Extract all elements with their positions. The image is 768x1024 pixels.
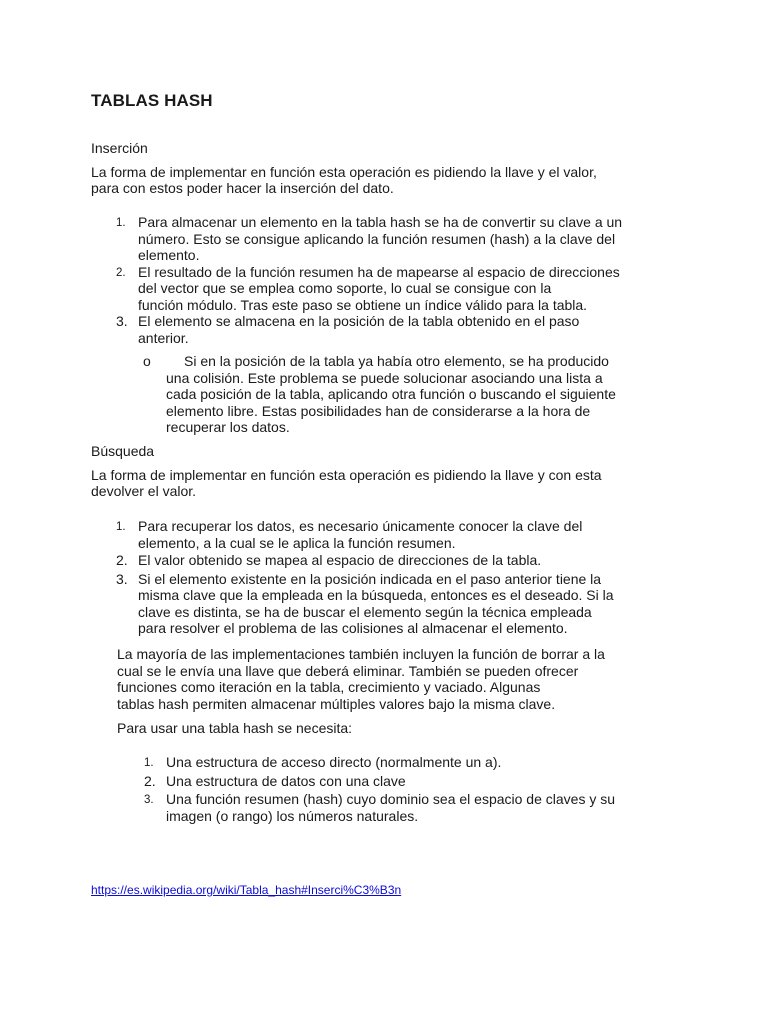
list-line: El elemento se almacena en la posición de la tabla obtenido en el paso	[138, 313, 580, 329]
list-line: Una estructura de acceso directo (normalmente un a).	[166, 754, 502, 770]
list-line: Para recuperar los datos, es necesario únicamente conocer la clave del	[138, 518, 583, 534]
list-line: elemento.	[138, 247, 200, 263]
paragraph-line: para con estos poder hacer la inserción del dato.	[91, 180, 394, 196]
list-item	[144, 772, 615, 790]
list-item	[144, 791, 616, 824]
sub-line: una colisión. Este problema se puede solucionar asociando una lista a	[166, 369, 603, 386]
section-heading-insercion: Inserción	[91, 140, 148, 156]
list-item	[144, 754, 615, 771]
paragraph-line: La mayoría de las implementaciones también incluyen la función de borrar a la	[117, 646, 605, 662]
paragraph-line: funciones como iteración en la tabla, crecimiento y vaciado. Algunas	[117, 679, 541, 696]
list-line: para resolver el problema de las colisiones al almacenar el elemento.	[138, 620, 568, 636]
sub-bullet-icon: o	[143, 353, 151, 369]
paragraph-line: La forma de implementar en función esta operación es pidiendo la llave y con esta	[91, 467, 602, 483]
list-line: Una función resumen (hash) cuyo dominio sea el espacio de claves y su	[166, 791, 616, 807]
list-line: anterior.	[138, 329, 189, 346]
sub-line: Si en la posición de la tabla ya había otro elemento, se ha producido	[184, 353, 609, 369]
sub-line: recuperar los datos.	[166, 419, 290, 435]
list-line: El resultado de la función resumen ha de mapearse al espacio de direcciones	[138, 263, 620, 280]
list-number: 1.	[144, 757, 154, 769]
list-number: 2.	[116, 552, 128, 568]
paragraph-line: tablas hash permiten almacenar múltiples valores bajo la misma clave.	[117, 696, 556, 713]
list-number: 1.	[116, 521, 126, 533]
list-line: elemento, a la cual se le aplica la función resumen.	[138, 534, 456, 551]
list-line: Para almacenar un elemento en la tabla hash se ha de convertir su clave a un	[138, 214, 623, 230]
document-title: TABLAS HASH	[91, 91, 213, 110]
paragraph-line: La forma de implementar en función esta operación es pidiendo la llave y el valor,	[91, 164, 597, 180]
insercion-intro-paragraph	[91, 164, 597, 196]
list-line: del vector que se emplea como soporte, lo cual se consigue con la	[138, 280, 552, 296]
source-link[interactable]: https://es.wikipedia.org/wiki/Tabla_hash#Inserci%C3%B3n	[91, 883, 402, 897]
list-line: clave es distinta, se ha de buscar el elemento según la técnica empleada	[138, 603, 592, 620]
busqueda-intro-paragraph	[91, 467, 602, 499]
list-item	[116, 552, 614, 569]
list-number: 2.	[144, 772, 156, 789]
sub-line: cada posición de la tabla, aplicando otra función o buscando el siguiente	[166, 386, 616, 402]
busqueda-steps-list	[116, 518, 614, 637]
list-line: Una estructura de datos con una clave	[166, 772, 406, 789]
list-line: Si el elemento existente en la posición indicada en el paso anterior tiene la	[138, 570, 602, 587]
list-item	[116, 313, 622, 346]
insercion-steps-list	[116, 214, 623, 346]
implementations-paragraph	[117, 646, 605, 713]
list-line: misma clave que la empleada en la búsqueda, entonces es el deseado. Si la	[138, 587, 614, 603]
list-number: 3.	[116, 313, 128, 329]
list-line: imagen (o rango) los números naturales.	[166, 807, 419, 824]
list-item	[116, 570, 614, 637]
paragraph-line: devolver el valor.	[91, 483, 197, 499]
needs-list	[144, 754, 616, 824]
list-number: 3.	[144, 794, 154, 806]
list-item	[116, 263, 622, 314]
paragraph-line: cual se le envía una llave que deberá eliminar. También se pueden ofrecer	[117, 662, 579, 679]
list-line: número. Esto se consigue aplicando la función resumen (hash) a la clave del	[138, 230, 616, 247]
sub-line: elemento libre. Estas posibilidades han de considerarse a la hora de	[166, 402, 591, 419]
list-line: función módulo. Tras este paso se obtiene un índice válido para la tabla.	[138, 296, 588, 313]
list-line: El valor obtenido se mapea al espacio de direcciones de la tabla.	[138, 552, 542, 568]
insercion-collision-subitem	[143, 353, 616, 436]
list-number: 1.	[116, 217, 126, 229]
list-item	[116, 214, 623, 264]
section-heading-busqueda: Búsqueda	[91, 443, 155, 459]
needs-intro: Para usar una tabla hash se necesita:	[117, 720, 353, 736]
list-number: 3.	[116, 570, 128, 587]
list-item	[116, 518, 614, 551]
list-number: 2.	[116, 266, 126, 279]
